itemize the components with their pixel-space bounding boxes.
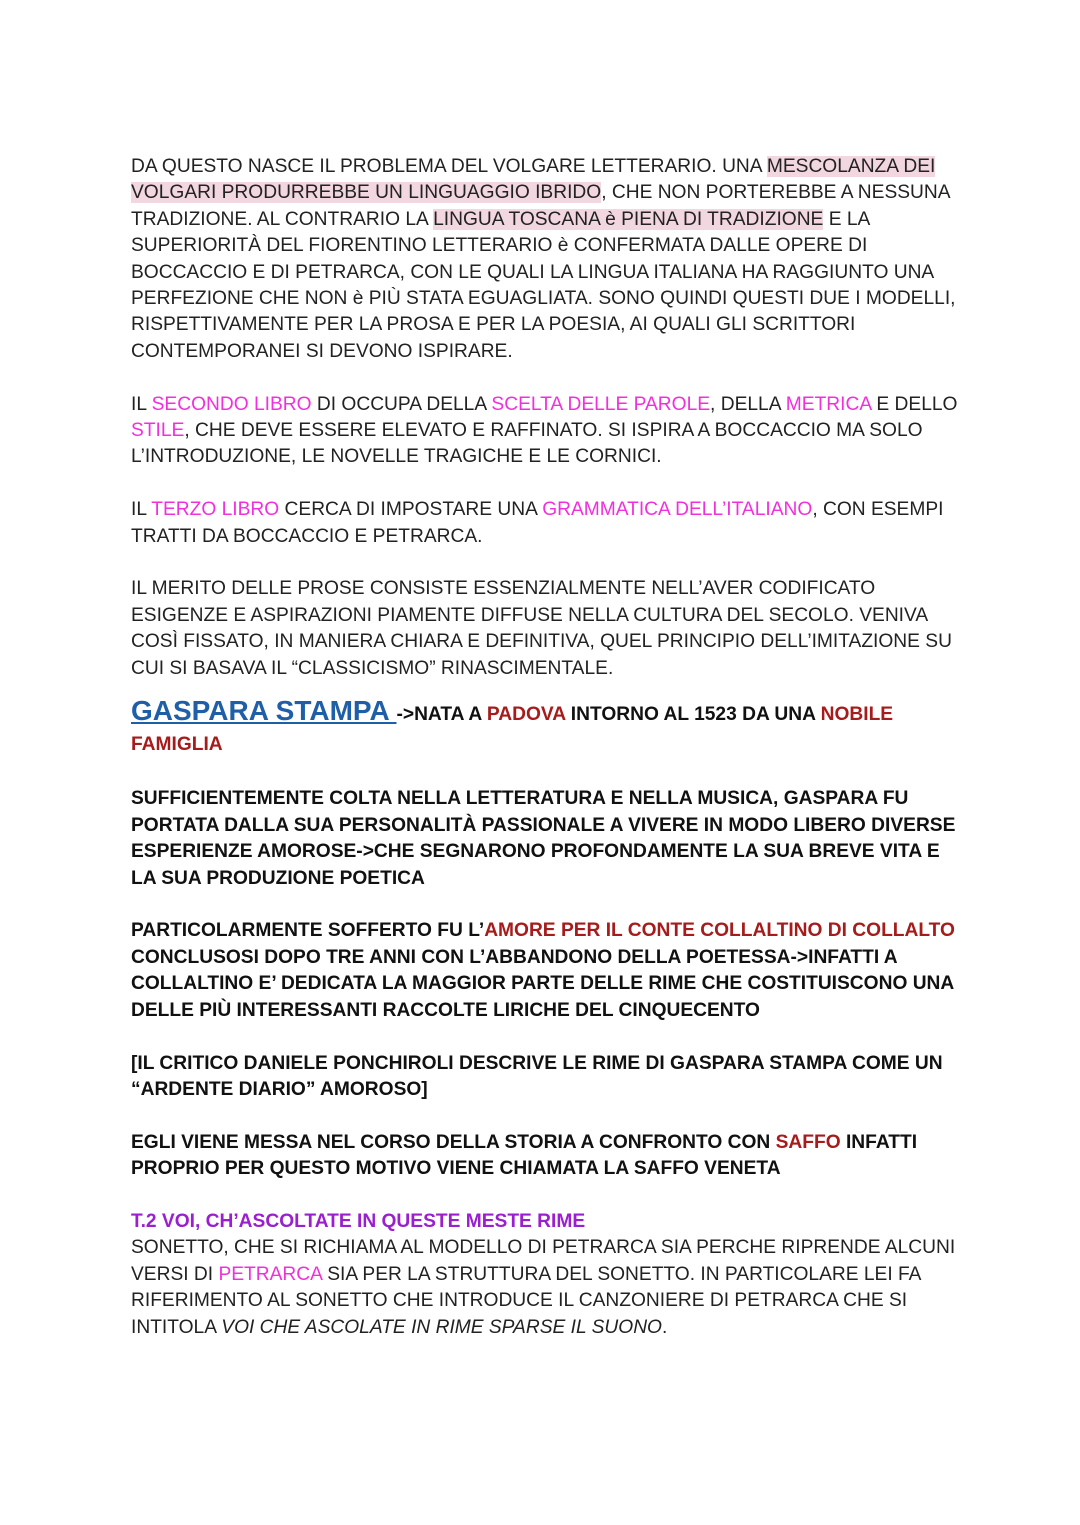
text: DI OCCUPA DELLA: [311, 393, 492, 415]
keyword-grammatica: GRAMMATICA DELL’ITALIANO: [542, 499, 813, 521]
text: INFATTI PROPRIO PER QUESTO MOTIVO VIENE CHIAMATA LA SAFFO VENETA: [131, 1131, 918, 1180]
text: CONCLUSOSI DOPO TRE ANNI CON L’ABBANDONO DELLA POETESSA->INFATTI A COLLALTINO E’ DEDICATA LA MAGGIOR PARTE DELLE RIME CHE COSTITUISCONO UNA DELLE PIÙ INTERESSANTI RACCOLTE LIRICHE DEL CINQUECENTO: [131, 946, 954, 1021]
paragraph-terzo-libro: [131, 497, 961, 550]
paragraph-amore-collaltino: [131, 918, 961, 1024]
gaspara-heading: [131, 696, 961, 760]
text: , CHE DEVE ESSERE ELEVATO E RAFFINATO. SI ISPIRA A BOCCACCIO MA SOLO L’INTRODUZIONE, LE NOVELLE TRAGICHE E LE CORNICI.: [131, 420, 923, 468]
text: PARTICOLARMENTE SOFFERTO FU L’: [131, 920, 485, 942]
keyword-amore-collaltino: AMORE PER IL CONTE COLLALTINO DI COLLALTO: [484, 920, 955, 942]
paragraph-secondo-libro: [131, 392, 961, 471]
paragraph-critico: [IL CRITICO DANIELE PONCHIROLI DESCRIVE LE RIME DI GASPARA STAMPA COME UN “ARDENTE DIARIO” AMOROSO]: [131, 1052, 943, 1100]
text: ->NATA A: [396, 704, 487, 726]
section-title-gaspara-stampa: GASPARA STAMPA: [131, 695, 397, 727]
text: , CHE NON PORTEREBBE A NESSUNA TRADIZIONE. AL CONTRARIO LA: [131, 182, 950, 230]
paragraph-sonetto: [131, 1235, 961, 1341]
keyword-nobile-famiglia: NOBILE FAMIGLIA: [131, 704, 894, 756]
text: CERCA DI IMPOSTARE UNA: [279, 499, 543, 521]
keyword-petrarca: PETRARCA: [218, 1263, 322, 1285]
highlight-lingua-toscana: LINGUA TOSCANA è PIENA DI TRADIZIONE: [433, 208, 824, 230]
text: E LA SUPERIORITÀ DEL FIORENTINO LETTERARIO è CONFERMATA DALLE OPERE DI BOCCACCIO E DI PETRARCA, CON LE QUALI LA LINGUA ITALIANA HA RAGGIUNTO UNA PERFEZIONE CHE NON è PIÙ STATA EGUAGLIATA. SONO QUINDI QUESTI DUE I MODELLI, RISPETTIVAMENTE PER LA PROSA E PER LA POESIA, AI QUALI GLI SCRITTORI CONTEMPORANEI SI DEVONO ISPIRARE.: [131, 208, 956, 362]
text: SIA PER LA STRUTTURA DEL SONETTO. IN PARTICOLARE LEI FA RIFERIMENTO AL SONETTO CHE INTRODUCE IL CANZONIERE DI PETRARCA CHE SI INTITOLA: [131, 1263, 921, 1338]
text: .: [661, 1316, 668, 1338]
text: DA QUESTO NASCE IL PROBLEMA DEL VOLGARE LETTERARIO. UNA: [131, 156, 767, 177]
text: E DELLO: [871, 393, 958, 415]
paragraph-volgare-letterario: [131, 154, 961, 365]
text: SONETTO, CHE SI RICHIAMA AL MODELLO DI PETRARCA SIA PERCHE RIPRENDE ALCUNI VERSI DI: [131, 1237, 956, 1285]
keyword-secondo-libro: SECONDO LIBRO: [151, 393, 312, 415]
text: , CON ESEMPI TRATTI DA BOCCACCIO E PETRARCA.: [131, 499, 944, 547]
text: EGLI VIENE MESSA NEL CORSO DELLA STORIA A CONFRONTO CON: [131, 1131, 776, 1153]
keyword-saffo: SAFFO: [775, 1131, 841, 1153]
keyword-scelta-parole: SCELTA DELLE PAROLE: [491, 393, 711, 415]
text: IL: [131, 393, 152, 415]
document-page: [131, 154, 961, 1341]
keyword-metrica: METRICA: [785, 393, 872, 415]
paragraph-saffo: [131, 1130, 961, 1183]
subsection-title-t2: T.2 VOI, CH’ASCOLTATE IN QUESTE MESTE RIME: [131, 1210, 586, 1232]
text: INTORNO AL 1523 DA UNA: [565, 704, 821, 726]
highlight-mescolanza: MESCOLANZA DEI VOLGARI PRODURREBBE UN LINGUAGGIO IBRIDO: [131, 156, 936, 204]
gaspara-heading-block: [131, 696, 961, 760]
paragraph-merito-prose: IL MERITO DELLE PROSE CONSISTE ESSENZIALMENTE NELL’AVER CODIFICATO ESIGENZE E ASPIRAZIONI PIAMENTE DIFFUSE NELLA CULTURA DEL SECOLO. VENIVA COSÌ FISSATO, IN MANIERA CHIARA E DEFINITIVA, QUEL PRINCIPIO DELL’IMITAZIONE SU CUI SI BASAVA IL “CLASSICISMO” RINASCIMENTALE.: [131, 578, 952, 679]
text: IL: [131, 499, 152, 521]
italic-title-sonetto: VOI CHE ASCOLATE IN RIME SPARSE IL SUONO: [221, 1316, 662, 1338]
keyword-padova: PADOVA: [486, 704, 566, 726]
paragraph-colta: SUFFICIENTEMENTE COLTA NELLA LETTERATURA E NELLA MUSICA, GASPARA FU PORTATA DALLA SUA PERSONALITÀ PASSIONALE A VIVERE IN MODO LIBERO DIVERSE ESPERIENZE AMOROSE->CHE SEGNARONO PROFONDAMENTE LA SUA BREVE VITA E LA SUA PRODUZIONE POETICA: [131, 788, 956, 889]
keyword-terzo-libro: TERZO LIBRO: [151, 499, 280, 521]
keyword-stile: STILE: [131, 420, 185, 442]
text: , DELLA: [710, 393, 786, 415]
